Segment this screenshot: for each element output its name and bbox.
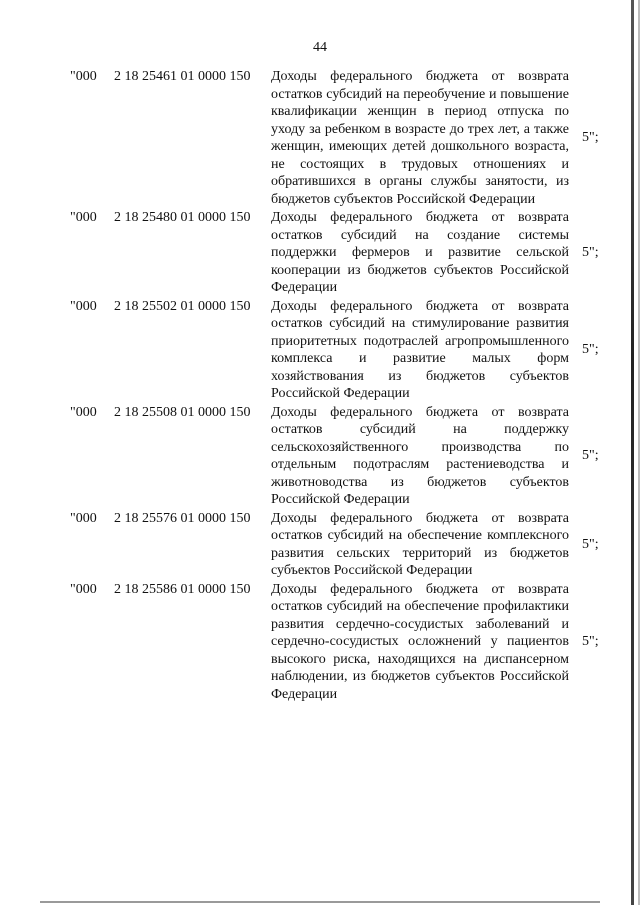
income-description: Доходы федерального бюджета от возврата остатков субсидий на стимулирование развития приоритетных подотраслей агропромышленного комплекса и развитие малых форм хозяйствования из бюджетов субъектов Российской Федерации: [271, 298, 569, 401]
page-number: 44: [313, 40, 327, 55]
budget-classification-code: 2 18 25586 01 0000 150: [114, 581, 251, 597]
admin-code-prefix: "000: [70, 69, 97, 84]
budget-classification-code: 2 18 25508 01 0000 150: [114, 404, 251, 420]
income-description: Доходы федерального бюджета от возврата остатков субсидий на обеспечение профилактики развития сердечно-сосудистых заболеваний и сердечно-сосудистых осложнений у пациентов высокого риска, находящихся на диспансерном наблюдении, из бюджетов субъектов Российской Федерации: [271, 581, 569, 702]
admin-code-prefix: "000: [70, 510, 97, 526]
page-bottom-edge: [40, 901, 600, 903]
budget-code-row: [0, 209, 640, 297]
budget-code-row: [0, 510, 640, 580]
budget-code-row: [0, 68, 640, 208]
admin-code-prefix: "000: [70, 210, 97, 225]
income-description: Доходы федерального бюджета от возврата остатков субсидий на создание системы поддержки фермеров и развитие сельской кооперации из бюджетов субъектов Российской Федерации: [271, 210, 569, 295]
norm-percent: 5";: [582, 244, 599, 260]
norm-percent: 5";: [582, 342, 599, 357]
income-description: Доходы федерального бюджета от возврата остатков субсидий на обеспечение комплексного развития сельских территорий из бюджетов субъектов Российской Федерации: [271, 510, 569, 578]
budget-code-row: [0, 404, 640, 509]
norm-percent: 5";: [582, 633, 599, 649]
norm-percent: 5";: [582, 536, 599, 552]
budget-code-row: [0, 298, 640, 403]
budget-classification-code: 2 18 25576 01 0000 150: [114, 510, 251, 526]
income-description: Доходы федерального бюджета от возврата остатков субсидий на поддержку сельскохозяйственного производства по отдельным подотраслям растениеводства и животноводства из бюджетов субъектов Российской Федерации: [271, 404, 569, 507]
budget-classification-code: 2 18 25480 01 0000 150: [114, 210, 251, 225]
admin-code-prefix: "000: [70, 581, 97, 597]
norm-percent: 5";: [582, 448, 599, 463]
budget-classification-code: 2 18 25502 01 0000 150: [114, 298, 251, 314]
budget-code-row: [0, 581, 640, 704]
income-description: Доходы федерального бюджета от возврата остатков субсидий на переобучение и повышение квалификации женщин в период отпуска по уходу за ребенком в возрасте до трех лет, а также женщин, имеющих детей дошкольного возраста, не состоящих в трудовых отношениях и обратившихся в органы службы занятости, из бюджетов субъектов Российской Федерации: [271, 69, 569, 207]
admin-code-prefix: "000: [70, 404, 97, 420]
budget-code-list: [0, 68, 640, 704]
budget-classification-code: 2 18 25461 01 0000 150: [114, 69, 251, 84]
admin-code-prefix: "000: [70, 298, 97, 314]
norm-percent: 5";: [582, 130, 599, 145]
